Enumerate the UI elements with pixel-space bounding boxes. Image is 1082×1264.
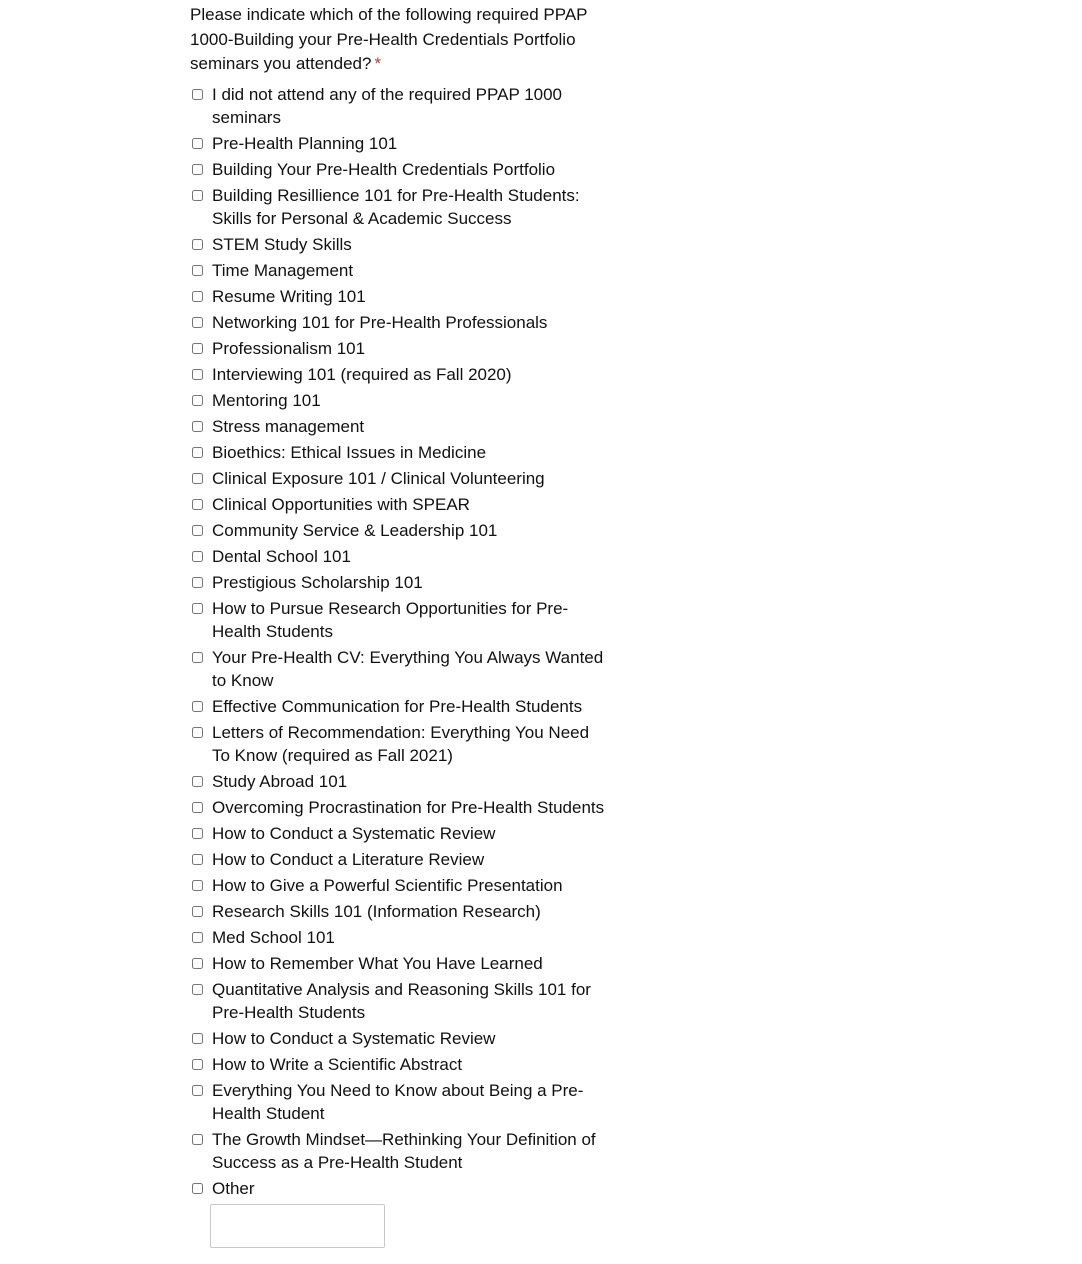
checkbox-option[interactable] bbox=[190, 952, 610, 975]
checkbox-option[interactable] bbox=[190, 285, 610, 308]
checkbox-option[interactable] bbox=[190, 545, 610, 568]
checkbox-option[interactable] bbox=[190, 363, 610, 386]
checkbox[interactable] bbox=[192, 447, 203, 458]
checkbox-option[interactable] bbox=[190, 441, 610, 464]
checkbox-label[interactable]: Prestigious Scholarship 101 bbox=[212, 572, 423, 592]
checkbox-label[interactable]: The Growth Mindset—Rethinking Your Definition of Success as a Pre-Health Student bbox=[212, 1129, 596, 1172]
checkbox[interactable] bbox=[192, 138, 203, 149]
checkbox-label[interactable]: Professionalism 101 bbox=[212, 338, 366, 358]
checkbox-label[interactable]: Clinical Opportunities with SPEAR bbox=[212, 494, 470, 514]
checkbox-option[interactable] bbox=[190, 493, 610, 516]
checkbox[interactable] bbox=[192, 1183, 203, 1194]
checkbox-label[interactable]: Bioethics: Ethical Issues in Medicine bbox=[212, 442, 487, 462]
checkbox-label[interactable]: Mentoring 101 bbox=[212, 390, 321, 410]
checkbox-label[interactable]: Community Service & Leadership 101 bbox=[212, 520, 498, 540]
checkbox-label[interactable]: How to Conduct a Literature Review bbox=[212, 849, 485, 869]
checkbox[interactable] bbox=[192, 265, 203, 276]
question-label bbox=[190, 3, 622, 77]
checkbox-label[interactable]: Time Management bbox=[212, 260, 354, 280]
checkbox[interactable] bbox=[192, 603, 203, 614]
checkbox-option[interactable] bbox=[190, 848, 610, 871]
checkbox-label[interactable]: Other bbox=[212, 1178, 255, 1198]
question-text: Please indicate which of the following required PPAP 1000-Building your Pre-Health Credentials Portfolio seminars you attended? bbox=[190, 5, 588, 73]
checkbox-option[interactable] bbox=[190, 184, 610, 230]
checkbox[interactable] bbox=[192, 164, 203, 175]
checkbox[interactable] bbox=[192, 906, 203, 917]
checkbox-label[interactable]: Building Your Pre-Health Credentials Portfolio bbox=[212, 159, 556, 179]
checkbox-option[interactable] bbox=[190, 900, 610, 923]
checkbox-label[interactable]: Networking 101 for Pre-Health Professionals bbox=[212, 312, 548, 332]
checkbox-label[interactable]: Letters of Recommendation: Everything You Need To Know (required as Fall 2021) bbox=[212, 722, 590, 765]
checkbox[interactable] bbox=[192, 854, 203, 865]
checkbox-option[interactable] bbox=[190, 467, 610, 490]
checkbox-label[interactable]: How to Conduct a Systematic Review bbox=[212, 1028, 496, 1048]
checkbox-option[interactable] bbox=[190, 158, 610, 181]
checkbox[interactable] bbox=[192, 828, 203, 839]
checkbox-label[interactable]: Research Skills 101 (Information Research) bbox=[212, 901, 541, 921]
checkbox-option[interactable] bbox=[190, 1027, 610, 1050]
checkbox-option[interactable] bbox=[190, 822, 610, 845]
checkbox-label[interactable]: Your Pre-Health CV: Everything You Always Wanted to Know bbox=[212, 647, 604, 690]
checkbox[interactable] bbox=[192, 291, 203, 302]
checkbox-label[interactable]: How to Remember What You Have Learned bbox=[212, 953, 543, 973]
checkbox-label[interactable]: Overcoming Procrastination for Pre-Health Students bbox=[212, 797, 605, 817]
other-text-input[interactable] bbox=[210, 1204, 385, 1248]
checkbox-label[interactable]: Interviewing 101 (required as Fall 2020) bbox=[212, 364, 512, 384]
checkbox-label[interactable]: Dental School 101 bbox=[212, 546, 351, 566]
checkbox-label[interactable]: How to Pursue Research Opportunities for Pre-Health Students bbox=[212, 598, 569, 641]
checkbox-label[interactable]: Study Abroad 101 bbox=[212, 771, 348, 791]
checkbox-option[interactable] bbox=[190, 646, 610, 692]
checkbox-option[interactable] bbox=[190, 519, 610, 542]
checkbox[interactable] bbox=[192, 1134, 203, 1145]
checkbox-option[interactable] bbox=[190, 415, 610, 438]
checkbox[interactable] bbox=[192, 89, 203, 100]
checkbox[interactable] bbox=[192, 499, 203, 510]
checkbox[interactable] bbox=[192, 958, 203, 969]
checkbox-option[interactable] bbox=[190, 796, 610, 819]
checkbox-option[interactable] bbox=[190, 83, 610, 129]
checkbox[interactable] bbox=[192, 984, 203, 995]
checkbox-label[interactable]: I did not attend any of the required PPAP 1000 seminars bbox=[212, 84, 563, 127]
checkbox-label[interactable]: Stress management bbox=[212, 416, 365, 436]
checkbox-option[interactable] bbox=[190, 132, 610, 155]
checkbox[interactable] bbox=[192, 1033, 203, 1044]
checkbox-option[interactable] bbox=[190, 259, 610, 282]
checkbox[interactable] bbox=[192, 551, 203, 562]
checkbox-option[interactable] bbox=[190, 597, 610, 643]
checkbox-label[interactable]: STEM Study Skills bbox=[212, 234, 352, 254]
checkbox-label[interactable]: Pre-Health Planning 101 bbox=[212, 133, 398, 153]
checkbox[interactable] bbox=[192, 880, 203, 891]
checkbox[interactable] bbox=[192, 1059, 203, 1070]
checkbox[interactable] bbox=[192, 701, 203, 712]
checkbox[interactable] bbox=[192, 727, 203, 738]
checkbox[interactable] bbox=[192, 776, 203, 787]
required-asterisk: * bbox=[374, 54, 382, 73]
checkbox[interactable] bbox=[192, 652, 203, 663]
checkbox[interactable] bbox=[192, 369, 203, 380]
checkbox[interactable] bbox=[192, 525, 203, 536]
checkbox[interactable] bbox=[192, 343, 203, 354]
checkbox[interactable] bbox=[192, 317, 203, 328]
checkbox[interactable] bbox=[192, 190, 203, 201]
checkbox-label[interactable]: Effective Communication for Pre-Health Students bbox=[212, 696, 583, 716]
checkbox-option[interactable] bbox=[190, 233, 610, 256]
checkbox-label[interactable]: Quantitative Analysis and Reasoning Skills 101 for Pre-Health Students bbox=[212, 979, 591, 1022]
checkbox-label[interactable]: How to Write a Scientific Abstract bbox=[212, 1054, 463, 1074]
checkbox-label[interactable]: Resume Writing 101 bbox=[212, 286, 366, 306]
checkbox[interactable] bbox=[192, 473, 203, 484]
checkbox-list bbox=[190, 83, 622, 1200]
checkbox[interactable] bbox=[192, 802, 203, 813]
checkbox-option[interactable] bbox=[190, 770, 610, 793]
checkbox-option[interactable] bbox=[190, 978, 610, 1024]
checkbox-label[interactable]: Med School 101 bbox=[212, 927, 335, 947]
checkbox-label[interactable]: Clinical Exposure 101 / Clinical Volunteering bbox=[212, 468, 545, 488]
checkbox-option[interactable] bbox=[190, 337, 610, 360]
checkbox-option[interactable] bbox=[190, 695, 610, 718]
checkbox-label[interactable]: Building Resillience 101 for Pre-Health Students: Skills for Personal & Academic Success bbox=[212, 185, 580, 228]
checkbox[interactable] bbox=[192, 577, 203, 588]
checkbox-option[interactable] bbox=[190, 1079, 610, 1125]
checkbox-label[interactable]: Everything You Need to Know about Being a Pre-Health Student bbox=[212, 1080, 584, 1123]
checkbox-option[interactable] bbox=[190, 389, 610, 412]
checkbox-option[interactable] bbox=[190, 926, 610, 949]
checkbox[interactable] bbox=[192, 1085, 203, 1096]
checkbox[interactable] bbox=[192, 395, 203, 406]
checkbox-option[interactable] bbox=[190, 1128, 610, 1174]
checkbox[interactable] bbox=[192, 421, 203, 432]
checkbox[interactable] bbox=[192, 932, 203, 943]
checkbox-option[interactable] bbox=[190, 1053, 610, 1076]
checkbox-option[interactable] bbox=[190, 571, 610, 594]
checkbox-option[interactable] bbox=[190, 1177, 610, 1200]
seminar-question-form bbox=[190, 3, 622, 1248]
checkbox-option[interactable] bbox=[190, 874, 610, 897]
checkbox-label[interactable]: How to Give a Powerful Scientific Presentation bbox=[212, 875, 563, 895]
checkbox-option[interactable] bbox=[190, 721, 610, 767]
checkbox-option[interactable] bbox=[190, 311, 610, 334]
checkbox[interactable] bbox=[192, 239, 203, 250]
checkbox-label[interactable]: How to Conduct a Systematic Review bbox=[212, 823, 496, 843]
